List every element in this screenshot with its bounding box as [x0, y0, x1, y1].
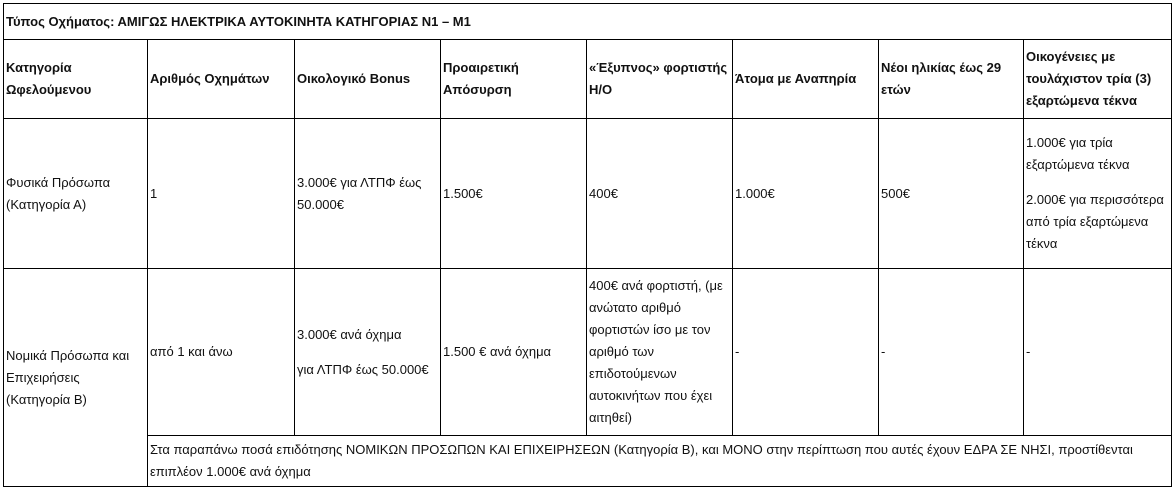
header-eco-bonus: Οικολογικό Bonus — [295, 40, 441, 119]
young-cell: - — [879, 269, 1024, 436]
header-row — [4, 40, 1172, 119]
disability-cell: 1.000€ — [733, 119, 879, 269]
header-young-people: Νέοι ηλικίας έως 29 ετών — [879, 40, 1024, 119]
vehicle-type-title: Τύπος Οχήματος: ΑΜΙΓΩΣ ΗΛΕΚΤΡΙΚΑ ΑΥΤΟΚΙΝΗΤΑ ΚΑΤΗΓΟΡΙΑΣ Ν1 – Μ1 — [4, 4, 1172, 40]
charger-cell: 400€ ανά φορτιστή, (με ανώτατο αριθμό φορτιστών ίσο με τον αριθμό των επιδοτούμενων αυτοκινήτων που έχει αιτηθεί) — [587, 269, 733, 436]
scrappage-cell: 1.500 € ανά όχημα — [441, 269, 587, 436]
header-smart-charger: «Έξυπνος» φορτιστής Η/Ο — [587, 40, 733, 119]
eco-bonus-amount: 3.000€ ανά όχημα — [297, 326, 402, 342]
header-vehicle-count: Αριθμός Οχημάτων — [148, 40, 295, 119]
vehicles-cell: 1 — [148, 119, 295, 269]
table-row-category-b — [4, 269, 1172, 436]
table-row-category-a — [4, 119, 1172, 269]
families-three-children: 1.000€ για τρία εξαρτώμενα τέκνα — [1026, 135, 1130, 172]
young-cell: 500€ — [879, 119, 1024, 269]
category-cell: Νομικά Πρόσωπα και Επιχειρήσεις (Κατηγορία Β) — [4, 269, 148, 487]
note-row — [4, 436, 1172, 487]
eco-bonus-cell — [295, 269, 441, 436]
title-row — [4, 4, 1172, 40]
families-cell: - — [1024, 269, 1172, 436]
disability-cell: - — [733, 269, 879, 436]
header-category: Κατηγορία Ωφελούμενου — [4, 40, 148, 119]
subsidy-table — [3, 3, 1172, 487]
scrappage-cell: 1.500€ — [441, 119, 587, 269]
island-surcharge-note: Στα παραπάνω ποσά επιδότησης ΝΟΜΙΚΩΝ ΠΡΟΣΩΠΩΝ ΚΑΙ ΕΠΙΧΕΙΡΗΣΕΩΝ (Κατηγορία Β), και ΜΟΝΟ στην περίπτωση που αυτές έχουν ΕΔΡΑ ΣΕ ΝΗΣΙ, προστίθενται επιπλέον 1.000€ ανά όχημα — [148, 436, 1172, 487]
charger-cell: 400€ — [587, 119, 733, 269]
eco-bonus-condition: για ΛΤΠΦ έως 50.000€ — [297, 361, 429, 377]
eco-bonus-cell: 3.000€ για ΛΤΠΦ έως 50.000€ — [295, 119, 441, 269]
header-scrappage: Προαιρετική Απόσυρση — [441, 40, 587, 119]
header-disability: Άτομα με Αναπηρία — [733, 40, 879, 119]
header-large-families: Οικογένειες με τουλάχιστον τρία (3) εξαρτώμενα τέκνα — [1024, 40, 1172, 119]
families-more-children: 2.000€ για περισσότερα από τρία εξαρτώμενα τέκνα — [1026, 192, 1164, 251]
families-cell — [1024, 119, 1172, 269]
category-cell: Φυσικά Πρόσωπα (Κατηγορία Α) — [4, 119, 148, 269]
vehicles-cell: από 1 και άνω — [148, 269, 295, 436]
